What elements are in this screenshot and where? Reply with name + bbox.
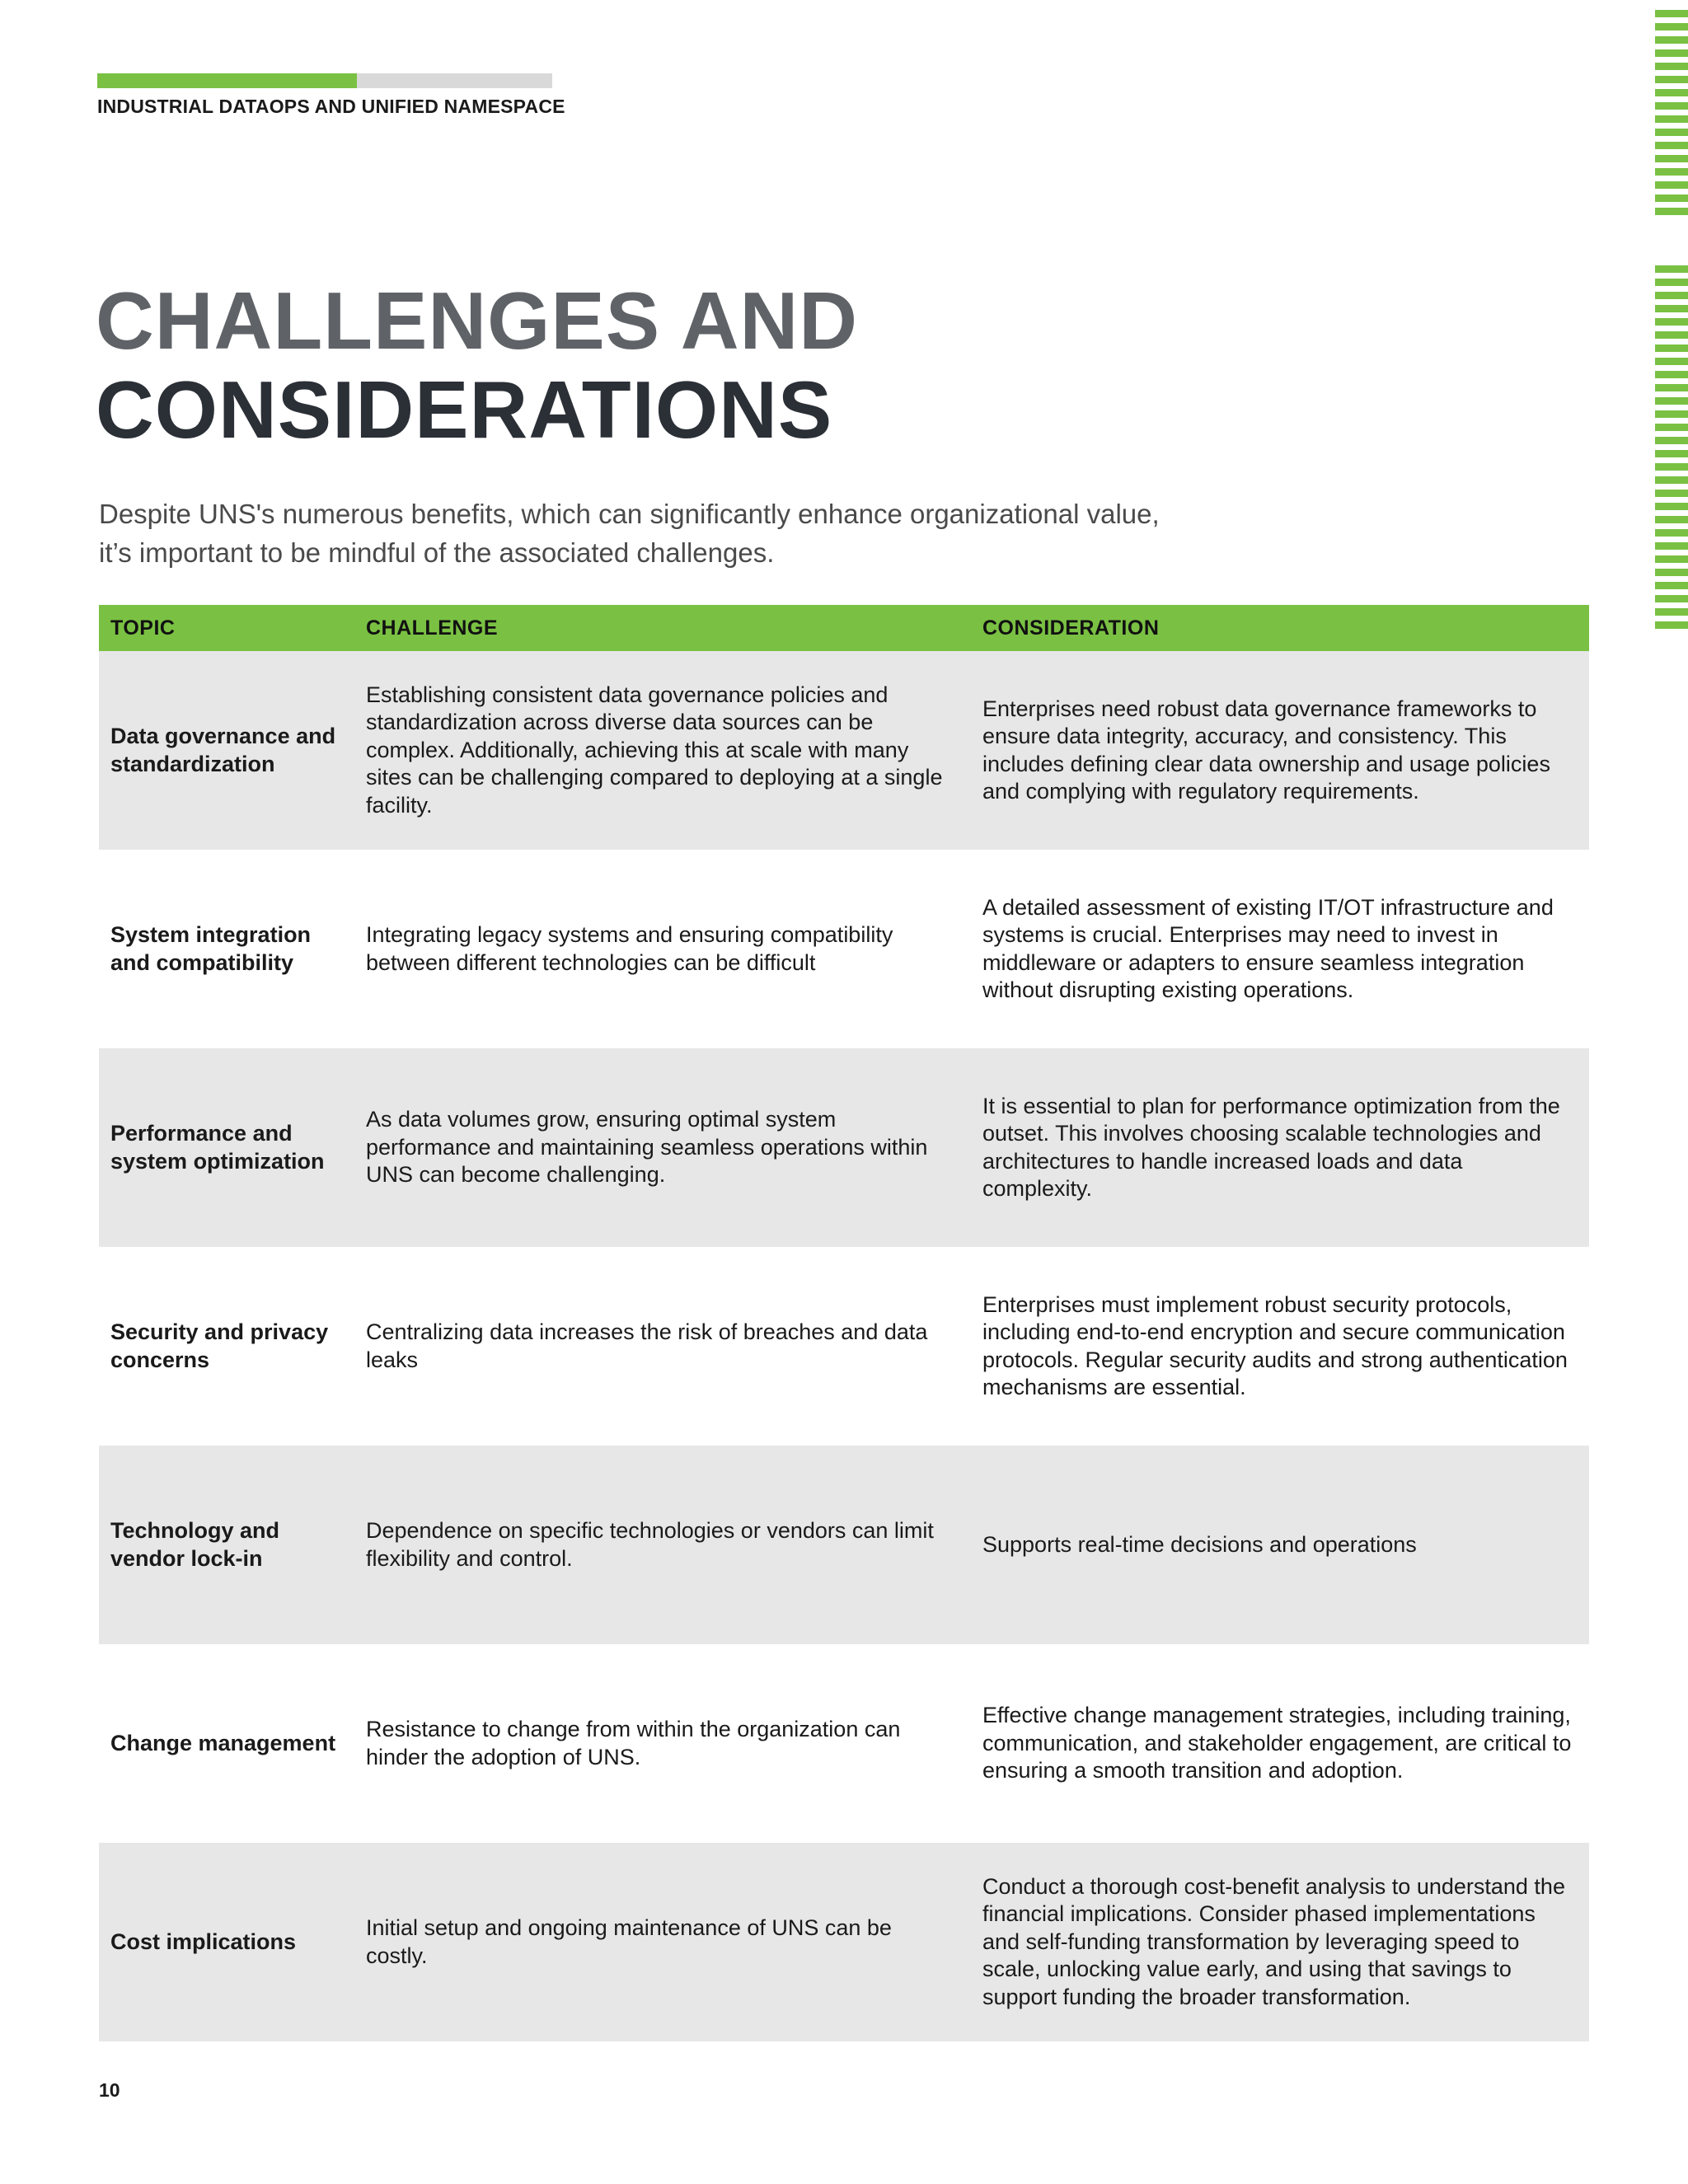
row-topic: Data governance and standardization [110, 724, 336, 776]
row-challenge: Integrating legacy systems and ensuring compatibility between different technologies can be difficult [366, 922, 893, 975]
header-topic: TOPIC [110, 616, 176, 640]
header-consideration: CONSIDERATION [982, 616, 1160, 640]
row-topic: Security and privacy concerns [110, 1319, 329, 1372]
section-progress-bar [97, 73, 552, 88]
table-row [99, 1247, 1589, 1446]
page-title [96, 276, 858, 454]
row-topic: System integration and compatibility [110, 922, 312, 975]
row-challenge: Initial setup and ongoing maintenance of UNS can be costly. [366, 1915, 892, 1968]
page-title-line-1: CHALLENGES AND [96, 275, 859, 366]
section-progress-fill [97, 73, 357, 88]
row-topic: Cost implications [110, 1929, 297, 1954]
row-consideration: Enterprises must implement robust security protocols, including end-to-end encryption and secure communication protocols. Regular security audits and strong authentication mechanisms are essential. [982, 1291, 1568, 1399]
table-row [99, 1048, 1589, 1247]
section-label: INDUSTRIAL DATAOPS AND UNIFIED NAMESPACE [97, 96, 565, 117]
table-row [99, 1446, 1589, 1644]
row-challenge: Centralizing data increases the risk of breaches and data leaks [366, 1319, 928, 1372]
row-topic: Performance and system optimization [110, 1121, 325, 1174]
row-challenge: Dependence on specific technologies or vendors can limit flexibility and control. [366, 1518, 934, 1571]
header-challenge: CHALLENGE [366, 616, 499, 640]
side-decoration [1655, 10, 1688, 635]
row-consideration: Enterprises need robust data governance frameworks to ensure data integrity, accuracy, and consistency. This includes defining clear data ownership and usage policies and complying with regulatory requirements. [982, 696, 1550, 804]
row-topic: Technology and vendor lock-in [110, 1518, 280, 1571]
table-row [99, 850, 1589, 1048]
row-consideration: It is essential to plan for performance optimization from the outset. This involves choosing scalable technologies and architectures to handle increased loads and data complexity. [982, 1093, 1560, 1201]
table-row [99, 1843, 1589, 2041]
row-consideration: A detailed assessment of existing IT/OT infrastructure and systems is crucial. Enterprises may need to invest in middleware or adapters to ensure seamless integration without disrupting existing operations. [982, 894, 1554, 1002]
table-row [99, 1644, 1589, 1843]
intro-paragraph: Despite UNS's numerous benefits, which can significantly enhance organizational value, it’s important to be mindful of the associated challenges. [99, 499, 1160, 568]
page-title-line-2: CONSIDERATIONS [96, 364, 833, 455]
challenges-table [99, 605, 1589, 2041]
row-topic: Change management [110, 1730, 336, 1755]
table-row [99, 651, 1589, 850]
table-header [99, 605, 1589, 651]
row-consideration: Supports real-time decisions and operations [982, 1531, 1417, 1557]
row-consideration: Conduct a thorough cost-benefit analysis to understand the financial implications. Consider phased implementations and self-funding transformation by leveraging speed to scale, unlocking value early, and using that savings to support funding the broader transformation. [982, 1873, 1565, 2009]
row-consideration: Effective change management strategies, including training, communication, and stakeholder engagement, are critical to ensuring a smooth transition and adoption. [982, 1703, 1572, 1783]
row-challenge: Resistance to change from within the organization can hinder the adoption of UNS. [366, 1717, 901, 1769]
row-challenge: As data volumes grow, ensuring optimal system performance and maintaining seamless operations within UNS can become challenging. [366, 1107, 928, 1188]
row-challenge: Establishing consistent data governance policies and standardization across diverse data sources can be complex. Additionally, achieving this at scale with many sites can be challenging compared to deploying at a single facility. [366, 682, 943, 818]
page-number: 10 [99, 2079, 120, 2101]
